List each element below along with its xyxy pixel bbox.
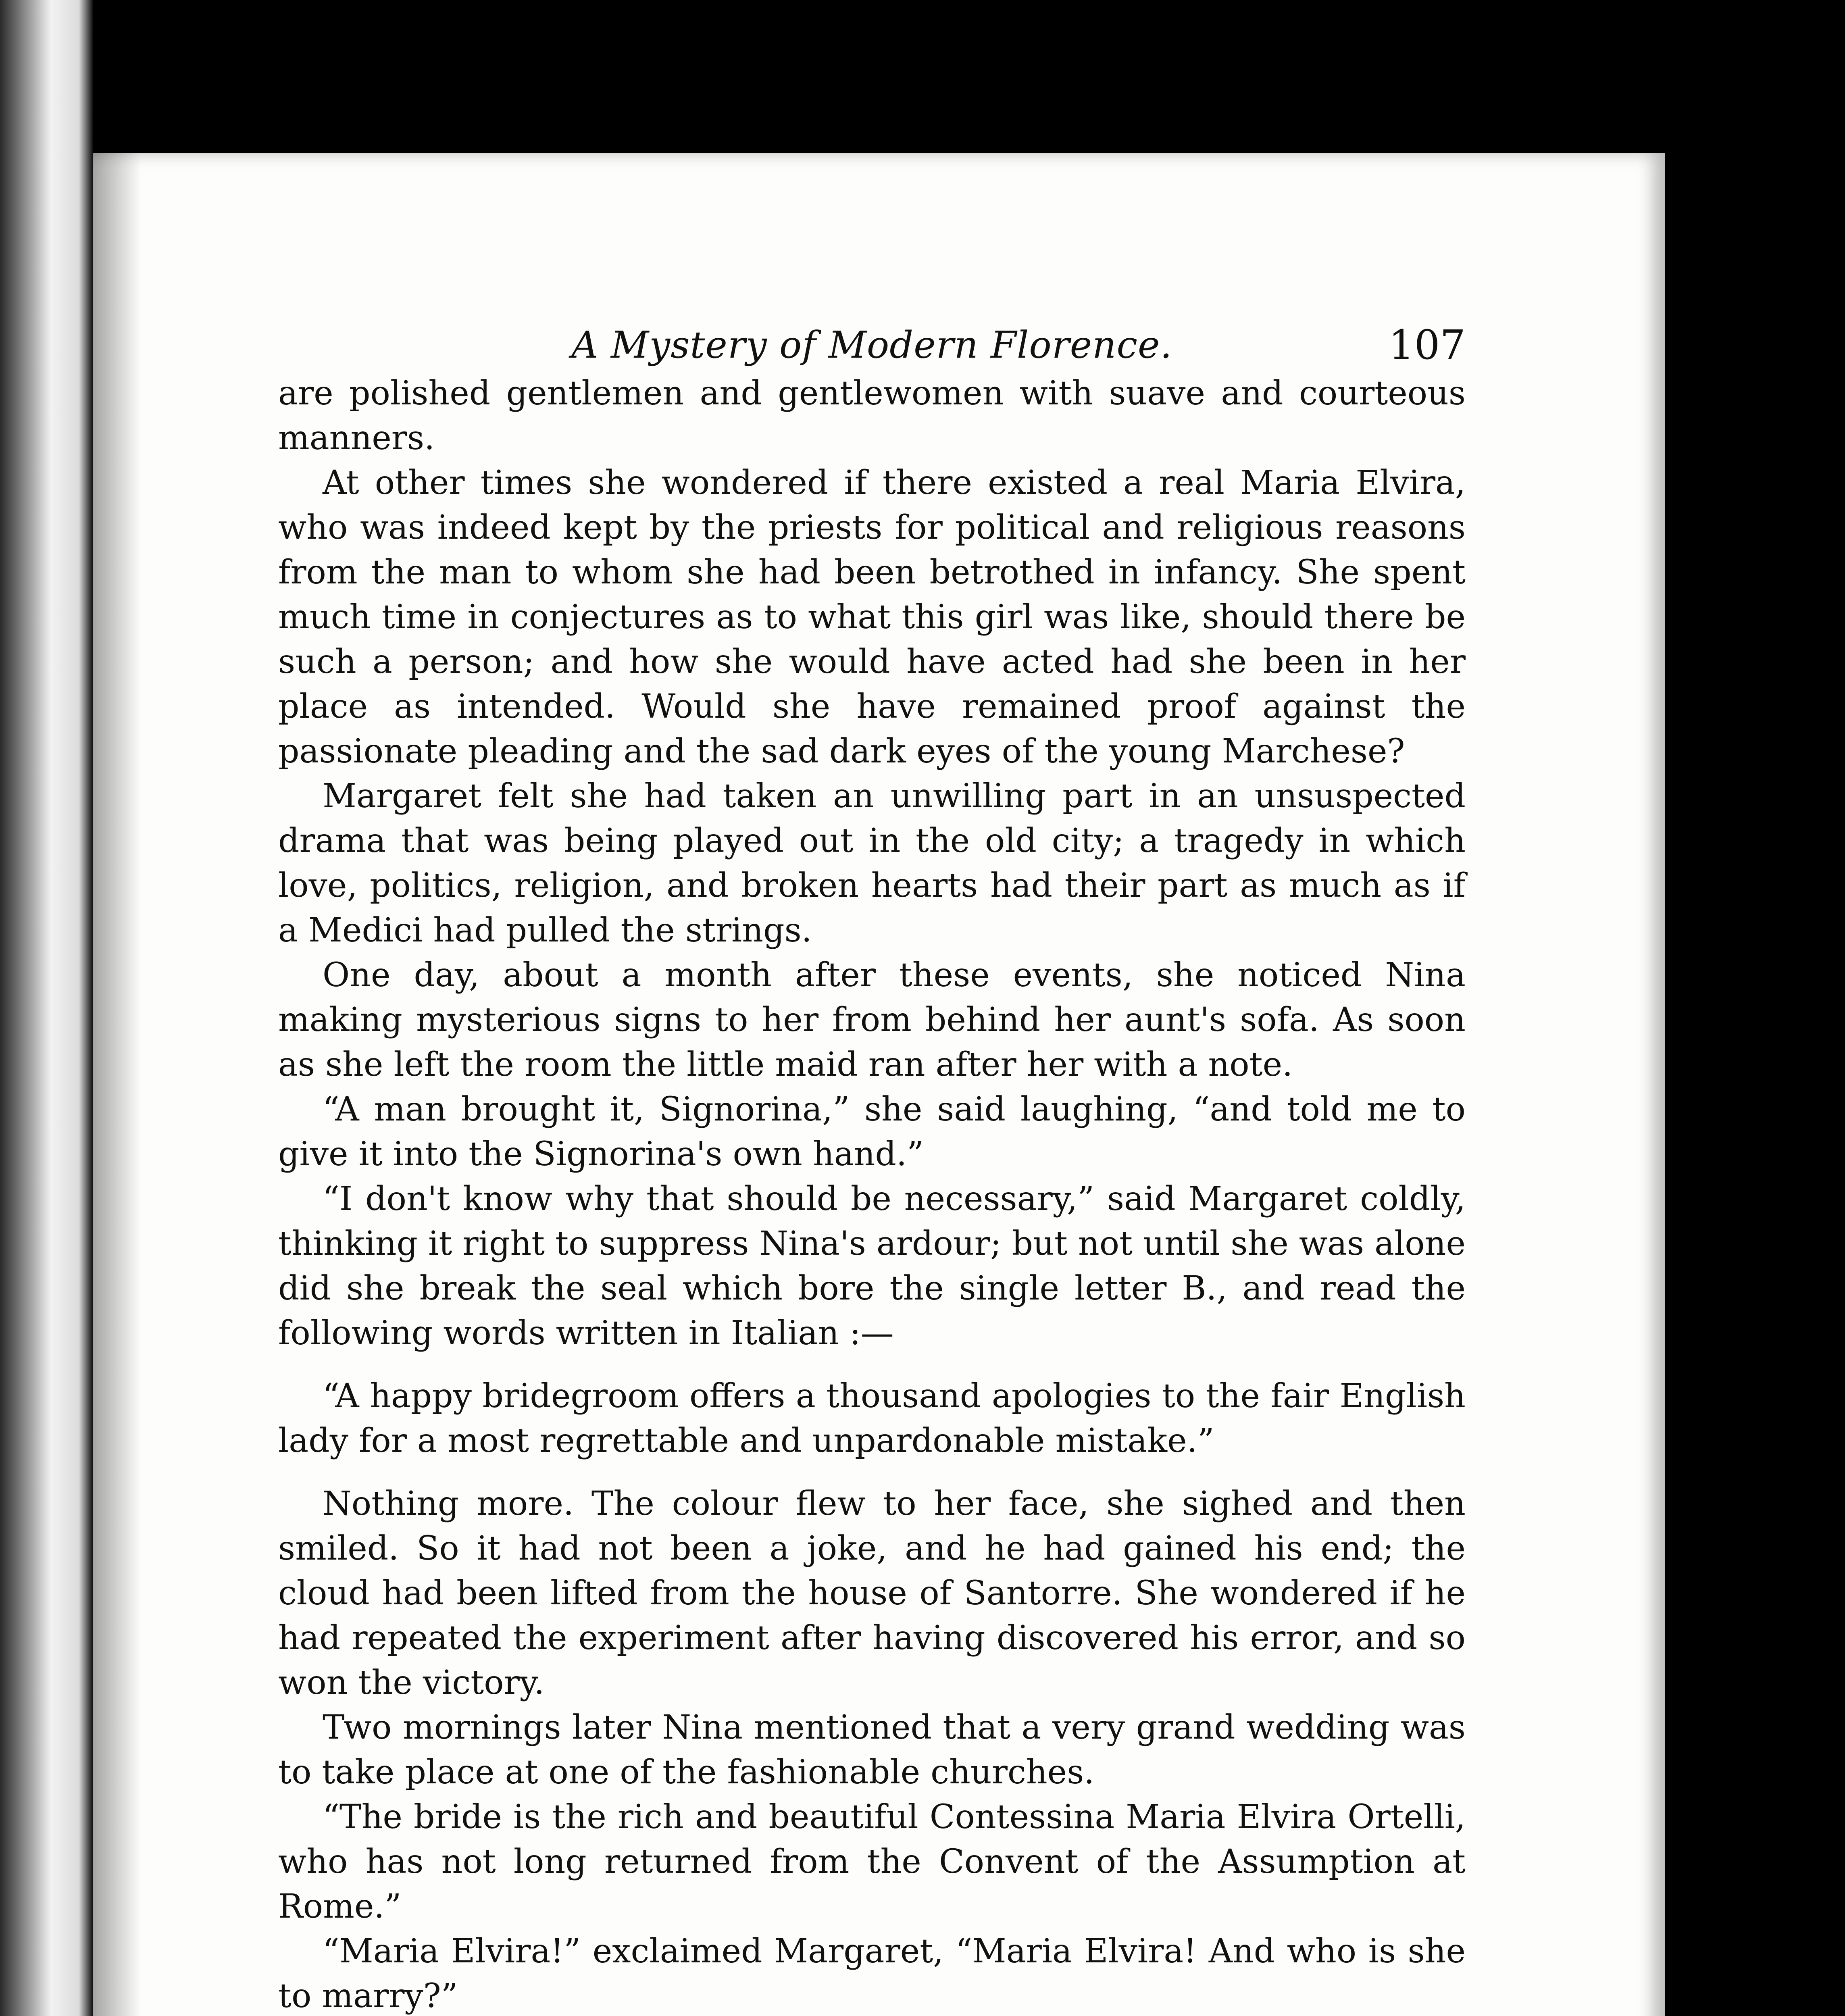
paragraph: “A man brought it, Signorina,” she said laughing, “and told me to give it into the Signorina's own hand.” [278, 1090, 1466, 1173]
page-number: 107 [1389, 321, 1466, 369]
paragraph: Nothing more. The colour flew to her face, she sighed and then smiled. So it had not been a joke, and he had gained his end; the cloud had been lifted from the house of Santorre. She wondered if he had repeated the experiment after having discovered his error, and so won the victory. [278, 1485, 1466, 1702]
paragraph: At other times she wondered if there existed a real Maria Elvira, who was indeed kept by the priests for political and religious reasons from the man to whom she had been betrothed in infancy. She spent much time in conjectures as to what this girl was like, should there be such a person; and how she would have acted had she been in her place as intended. Would she have remained proof against the passionate pleading and the sad dark eyes of the young Marchese? [278, 464, 1466, 771]
page-text-block [278, 314, 1466, 2016]
spine-shadow [93, 153, 141, 2016]
paragraph: are polished gentlemen and gentlewomen with suave and courteous manners. [278, 374, 1466, 457]
paragraph: “The bride is the rich and beautiful Contessina Maria Elvira Ortelli, who has not long returned from the Convent of the Assumption at Rome.” [278, 1798, 1466, 1926]
paragraph: “I don't know why that should be necessary,” said Margaret coldly, thinking it right to suppress Nina's ardour; but not until she was alone did she break the seal which bore the single letter B., and read the following words written in Italian :— [278, 1180, 1466, 1352]
paragraph: “Maria Elvira!” exclaimed Margaret, “Maria Elvira! And who is she to marry?” [278, 1932, 1466, 2015]
letter-quote: “A happy bridegroom offers a thousand apologies to the fair English lady for a most regrettable and unpardonable mistake.” [278, 1377, 1466, 1460]
paragraph: Two mornings later Nina mentioned that a very grand wedding was to take place at one of the fashionable churches. [278, 1708, 1466, 1791]
running-title: A Mystery of Modern Florence. [571, 323, 1172, 367]
paragraph: One day, about a month after these events, she noticed Nina making mysterious signs to her from behind her aunt's sofa. As soon as she left the room the little maid ran after her with a note. [278, 956, 1466, 1084]
paragraph: Margaret felt she had taken an unwilling part in an unsuspected drama that was being played out in the old city; a tragedy in which love, politics, religion, and broken hearts had their part as much as if a Medici had pulled the strings. [278, 777, 1466, 950]
previous-page-edge [0, 0, 93, 2016]
running-head [278, 314, 1466, 371]
